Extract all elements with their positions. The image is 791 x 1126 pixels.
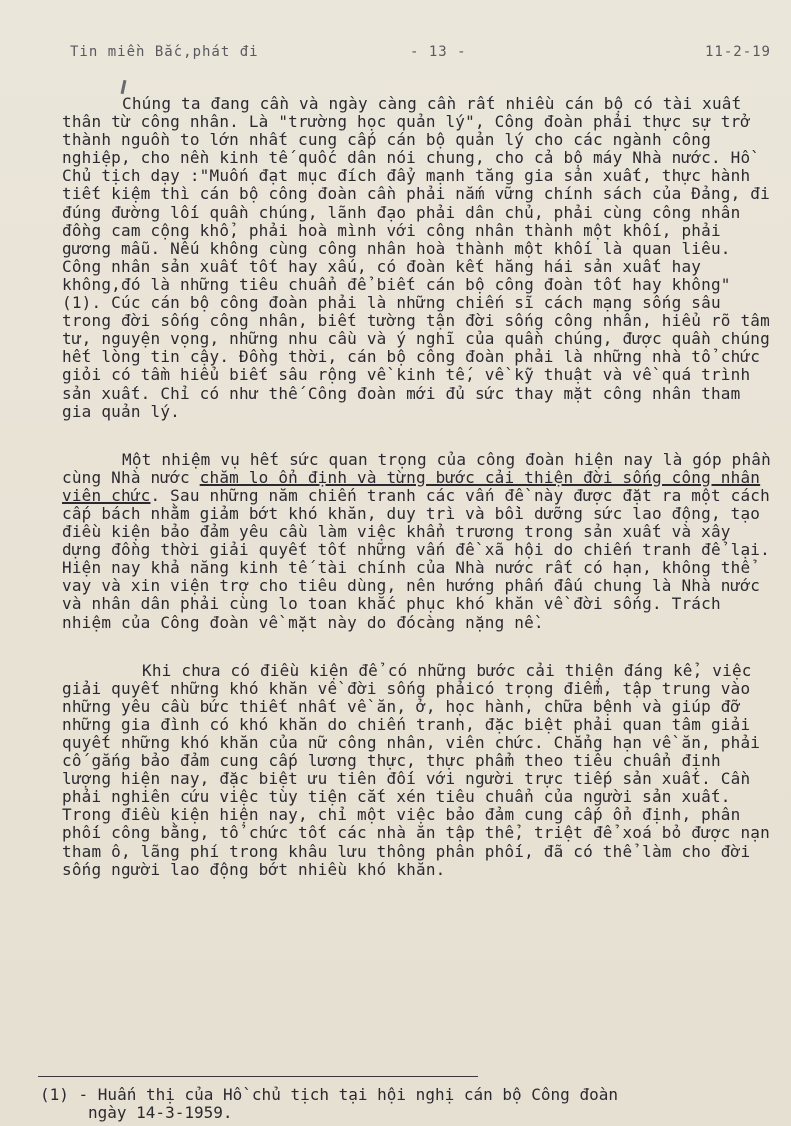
paragraph-2-end: . Sau những năm chiến tranh các vấn đề này được đặt ra một cách cấp bách nhằm giảm bớt khó khăn, duy trì và bồi dưỡng sức lao động, tạo điều kiện bảo đảm yêu cầu làm việc khẩn trương trong sản xuất và xây dựng đồng thời giải quyết tốt những vấn đề xã hội do chiến tranh để lại. Hiện nay khả năng kinh tế tài chính của Nhà nước rất có hạn, không thể vay và xin viện trợ cho tiêu dùng, nên hướng phấn đấu chung là Nhà nước và nhân dân phải cùng lo toan khắc phục khó khăn về đời sống. Trách nhiệm của Công đoàn về mặt này do đócàng nặng nề. [62,485,770,632]
footnote [40,1086,780,1122]
header-source: Tin miền Bắc,phát đi [70,44,259,60]
pen-mark [121,80,127,94]
page-header [70,44,771,68]
paragraph-2-start: Một nhiệm vụ hết sức quan trọng của công đoàn hiện nay là góp phần cùng Nhà nước [62,449,771,487]
underlined-phrase: chăm lo ổn định và từng bước cải thiện đời sống công nhân viên chức [62,467,761,505]
body-text [62,95,772,879]
paragraph-1: Chúng ta đang cần và ngày càng cần rất nhiều cán bộ có tài xuất thân từ công nhân. Là "trường học quản lý", Công đoàn phải thực sự trở thành nguồn to lớn nhất cung cấp cán bộ quản lý cho các ngành công nghiệp, cho nền kinh tế quốc dân nói chung, cho cả bộ máy Nhà nước. Hồ Chủ tịch dạy :"Muốn đạt mục đích đẩy mạnh tăng gia sản xuất, thực hành tiết kiệm thì cán bộ công đoàn cần phải nắm vững chính sách của Đảng, đi đúng đường lối quần chúng, lãnh đạo phải dân chủ, phải cùng công nhân đồng cam cộng khổ, phải hoà mình với công nhân thành một khối, phải gương mẫu. Nếu không cùng công nhân hoà thành một khối là quan liêu. Công nhân sản xuất tốt hay xấu, có đoàn kết hăng hái sản xuất hay không,đó là những tiêu chuẩn để biết cán bộ công đoàn tốt hay không" (1). Cúc cán bộ công đoàn phải là những chiến sĩ cách mạng sống sâu trong đời sống công nhân, biết tường tận đời sống công nhân, hiểu rõ tâm tư, nguyện vọng, những nhu cầu và ý nghĩ của quần chúng, được quần chúng hết lòng tin cậy. Đồng thời, cán bộ công đoàn phải là những nhà tổ chức giỏi có tầm hiểu biết sâu rộng về kinh tế, về kỹ thuật và về quá trình sản xuất. Chỉ có như thế Công đoàn mới đủ sức thay mặt công nhân tham gia quản lý. [62,94,770,421]
footnote-line-1: (1) - Huấn thị của Hồ chủ tịch tại hội nghị cán bộ Công đoàn [40,1085,618,1104]
page-number: - 13 - [410,44,467,60]
paragraph-2 [62,451,772,632]
footnote-divider [38,1076,478,1077]
footnote-line-2: ngày 14-3-1959. [88,1103,233,1122]
header-date: 11-2-19 [704,44,771,60]
paragraph-3: Khi chưa có điều kiện để có những bước cải thiện đáng kể, việc giải quyết những khó khăn về đời sống phảicó trọng điểm, tập trung vào những yêu cầu bức thiết nhất về ăn, ở, học hành, chữa bệnh và giúp đỡ những gia đình có khó khăn do chiến tranh, đặc biệt phải quan tâm giải quyết những khó khăn của nữ công nhân, viên chức. Chẳng hạn về ăn, phải cố gắng bảo đảm cung cấp lương thực, thực phẩm theo tiêu chuẩn định lượng hiện nay, đặc biệt ưu tiên đối với người trực tiếp sản xuất. Cần phải nghiên cứu việc tùy tiện cắt xén tiêu chuẩn của người sản xuất. Trong điều kiện hiện nay, chỉ một việc bảo đảm cung cấp ổn định, phân phối công bằng, tổ chức tốt các nhà ăn tập thể, triệt để xoá bỏ được nạn tham ô, lãng phí trong khâu lưu thông phân phối, đã có thể làm cho đời sống người lao động bớt nhiều khó khăn. [62,660,770,879]
